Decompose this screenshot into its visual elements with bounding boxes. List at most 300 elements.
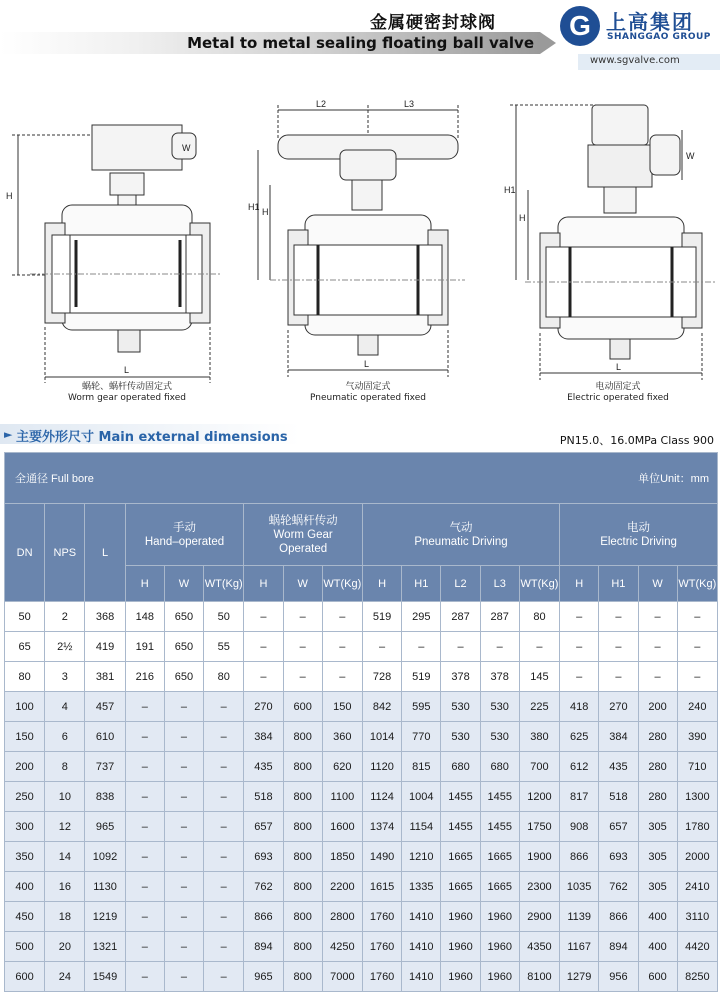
table-cell: – [164, 812, 203, 842]
table-cell: – [204, 902, 244, 932]
table-cell: 737 [85, 752, 125, 782]
table-cell: 600 [5, 962, 45, 992]
table-cell: – [204, 692, 244, 722]
brand-logo [560, 6, 718, 46]
table-cell: – [322, 662, 362, 692]
page-title-en: Metal to metal sealing floating ball valve [187, 34, 534, 52]
dim-label: H1 [248, 202, 260, 212]
table-cell: 368 [85, 602, 125, 632]
table-cell: – [164, 782, 203, 812]
table-cell: – [125, 722, 164, 752]
table-cell: 1124 [362, 782, 401, 812]
table-cell: 1410 [402, 962, 441, 992]
table-cell: 866 [244, 902, 283, 932]
table-cell: 381 [85, 662, 125, 692]
table-cell: 50 [204, 602, 244, 632]
table-cell: 6 [45, 722, 85, 752]
table-cell: – [560, 602, 599, 632]
table-row [5, 632, 718, 662]
table-cell: 908 [560, 812, 599, 842]
table-cell: 4 [45, 692, 85, 722]
table-cell: 1092 [85, 842, 125, 872]
table-cell: – [164, 902, 203, 932]
table-cell: 55 [204, 632, 244, 662]
table-cell: – [125, 782, 164, 812]
table-cell: – [480, 632, 519, 662]
table-cell: 418 [560, 692, 599, 722]
table-cell: – [441, 632, 480, 662]
table-cell: 1960 [441, 962, 480, 992]
table-cell: 600 [283, 692, 322, 722]
col-header: WT(Kg) [322, 566, 362, 602]
table-cell: 657 [599, 812, 638, 842]
logo-g-icon: G [560, 6, 600, 46]
table-cell: 1410 [402, 902, 441, 932]
table-cell: 625 [560, 722, 599, 752]
arrow-right-icon: ► [4, 428, 13, 441]
table-cell: 16 [45, 872, 85, 902]
website-url[interactable]: www.sgvalve.com [590, 55, 680, 66]
table-cell: 1960 [480, 902, 519, 932]
worm-gear-valve-drawing [12, 125, 220, 383]
table-cell: 378 [441, 662, 480, 692]
table-cell: 1665 [441, 842, 480, 872]
table-cell: – [164, 722, 203, 752]
table-cell: 1300 [677, 782, 717, 812]
table-cell: 10 [45, 782, 85, 812]
dim-label: W [686, 151, 695, 161]
table-cell: 800 [283, 962, 322, 992]
col-header: WT(Kg) [204, 566, 244, 602]
table-cell: – [638, 662, 677, 692]
table-cell: 710 [677, 752, 717, 782]
dim-label: H [6, 191, 13, 201]
table-title-row [5, 453, 718, 504]
table-cell: 80 [519, 602, 559, 632]
table-cell: – [402, 632, 441, 662]
table-cell: 1960 [441, 932, 480, 962]
drawing-caption-pneumatic: 气动固定式 Pneumatic operated fixed [310, 382, 426, 403]
table-cell: – [244, 662, 283, 692]
table-cell: 2900 [519, 902, 559, 932]
table-cell: 18 [45, 902, 85, 932]
table-cell: 378 [480, 662, 519, 692]
table-cell: 280 [638, 782, 677, 812]
table-cell: 500 [5, 932, 45, 962]
table-cell: 1219 [85, 902, 125, 932]
table-body [5, 602, 718, 992]
table-cell: – [599, 662, 638, 692]
table-cell: 1130 [85, 872, 125, 902]
table-cell: 384 [244, 722, 283, 752]
table-cell: 191 [125, 632, 164, 662]
table-cell: 270 [244, 692, 283, 722]
table-cell: 390 [677, 722, 717, 752]
table-cell: 1900 [519, 842, 559, 872]
table-cell: 280 [638, 722, 677, 752]
table-cell: – [125, 872, 164, 902]
col-header: H [362, 566, 401, 602]
table-cell: 530 [480, 692, 519, 722]
group-header-row [5, 504, 718, 566]
table-cell: 1960 [480, 962, 519, 992]
table-title-cell [5, 453, 718, 504]
dim-label: W [182, 143, 191, 153]
table-cell: 894 [244, 932, 283, 962]
table-cell: 50 [5, 602, 45, 632]
table-cell: – [204, 962, 244, 992]
table-cell: – [164, 962, 203, 992]
table-row [5, 842, 718, 872]
table-cell: 305 [638, 842, 677, 872]
col-header: H [244, 566, 283, 602]
table-cell: 270 [599, 692, 638, 722]
table-cell: 400 [638, 932, 677, 962]
table-cell: – [125, 902, 164, 932]
table-cell: – [244, 632, 283, 662]
table-cell: 650 [164, 662, 203, 692]
table-cell: 657 [244, 812, 283, 842]
table-cell: 3110 [677, 902, 717, 932]
table-cell: 435 [599, 752, 638, 782]
dim-label: L [616, 362, 622, 372]
table-cell: 8 [45, 752, 85, 782]
col-header-dn: DN [5, 504, 45, 602]
table-cell: 150 [322, 692, 362, 722]
table-cell: 1321 [85, 932, 125, 962]
table-cell: 1035 [560, 872, 599, 902]
table-cell: 1455 [480, 782, 519, 812]
table-cell: 1154 [402, 812, 441, 842]
table-cell: – [204, 812, 244, 842]
table-cell: 1850 [322, 842, 362, 872]
electric-valve-drawing [510, 105, 715, 380]
table-cell: 519 [402, 662, 441, 692]
table-cell: 1139 [560, 902, 599, 932]
table-cell: 1167 [560, 932, 599, 962]
table-cell: 150 [5, 722, 45, 752]
dim-label: H [262, 207, 269, 217]
table-cell: 8100 [519, 962, 559, 992]
table-row [5, 872, 718, 902]
table-cell: 693 [599, 842, 638, 872]
group-header-worm: 蜗轮蜗杆传动 Worm Gear Operated [244, 504, 363, 566]
table-cell: 8250 [677, 962, 717, 992]
table-cell: – [283, 602, 322, 632]
table-cell: 14 [45, 842, 85, 872]
table-cell: 800 [283, 872, 322, 902]
table-cell: 800 [283, 782, 322, 812]
table-cell: 1335 [402, 872, 441, 902]
table-cell: 1665 [480, 872, 519, 902]
valve-drawings-svg [0, 95, 720, 405]
table-cell: 866 [560, 842, 599, 872]
table-cell: 610 [85, 722, 125, 752]
table-cell: – [599, 602, 638, 632]
table-cell: – [204, 722, 244, 752]
table-cell: 2000 [677, 842, 717, 872]
table-cell: 693 [244, 842, 283, 872]
table-cell: 7000 [322, 962, 362, 992]
table-cell: – [560, 632, 599, 662]
table-cell: 894 [599, 932, 638, 962]
table-cell: 1760 [362, 932, 401, 962]
table-cell: – [125, 962, 164, 992]
table-cell: 680 [441, 752, 480, 782]
table-cell: 380 [519, 722, 559, 752]
table-cell: 800 [283, 902, 322, 932]
table-cell: 1490 [362, 842, 401, 872]
table-cell: 200 [638, 692, 677, 722]
table-cell: – [283, 662, 322, 692]
table-cell: 350 [5, 842, 45, 872]
table-cell: 530 [441, 722, 480, 752]
table-cell: 4420 [677, 932, 717, 962]
dim-label: L3 [404, 99, 415, 109]
table-cell: 2800 [322, 902, 362, 932]
table-cell: 1960 [441, 902, 480, 932]
table-cell: 965 [85, 812, 125, 842]
table-cell: – [125, 812, 164, 842]
dim-label: H1 [504, 185, 516, 195]
table-cell: – [560, 662, 599, 692]
table-cell: – [164, 692, 203, 722]
table-cell: 838 [85, 782, 125, 812]
table-cell: 815 [402, 752, 441, 782]
table-cell: – [283, 632, 322, 662]
table-cell: 1665 [480, 842, 519, 872]
dimensions-table [4, 452, 718, 992]
table-cell: 145 [519, 662, 559, 692]
table-cell: 1780 [677, 812, 717, 842]
table-cell: 295 [402, 602, 441, 632]
table-cell: 100 [5, 692, 45, 722]
table-cell: 80 [5, 662, 45, 692]
table-cell: 280 [638, 752, 677, 782]
pneumatic-valve-drawing [258, 105, 465, 377]
table-cell: 762 [599, 872, 638, 902]
table-cell: 12 [45, 812, 85, 842]
table-cell: 2200 [322, 872, 362, 902]
table-cell: 1120 [362, 752, 401, 782]
table-cell: 595 [402, 692, 441, 722]
table-cell: 1960 [480, 932, 519, 962]
col-header: WT(Kg) [677, 566, 717, 602]
table-cell: 530 [441, 692, 480, 722]
table-cell: 680 [480, 752, 519, 782]
table-cell: 225 [519, 692, 559, 722]
table-row [5, 602, 718, 632]
unit-label: 单位Unit：mm [638, 473, 709, 485]
table-cell: 287 [441, 602, 480, 632]
col-header: WT(Kg) [519, 566, 559, 602]
table-cell: 1200 [519, 782, 559, 812]
table-cell: 216 [125, 662, 164, 692]
col-header: W [283, 566, 322, 602]
group-header-electric: 电动 Electric Driving [560, 504, 718, 566]
table-cell: 965 [244, 962, 283, 992]
table-cell: – [204, 752, 244, 782]
table-cell: – [677, 662, 717, 692]
table-cell: – [638, 632, 677, 662]
table-cell: 800 [283, 812, 322, 842]
table-cell: – [244, 602, 283, 632]
col-header-l: L [85, 504, 125, 602]
table-row [5, 662, 718, 692]
table-row [5, 782, 718, 812]
table-row [5, 722, 718, 752]
table-row [5, 812, 718, 842]
section-title: 主要外形尺寸 Main external dimensions [16, 430, 288, 445]
table-cell: 384 [599, 722, 638, 752]
table-cell: 600 [638, 962, 677, 992]
valve-drawings [0, 95, 720, 405]
table-cell: 2½ [45, 632, 85, 662]
table-cell: – [125, 842, 164, 872]
dim-label: H [519, 213, 526, 223]
table-cell: 817 [560, 782, 599, 812]
table-cell: 530 [480, 722, 519, 752]
table-row [5, 902, 718, 932]
dim-label: L [124, 365, 130, 375]
table-cell: 1210 [402, 842, 441, 872]
table-cell: 956 [599, 962, 638, 992]
brand-name-cn: 上高集团 [606, 10, 694, 34]
table-cell: 1100 [322, 782, 362, 812]
table-cell: 800 [283, 722, 322, 752]
col-header: H [560, 566, 599, 602]
col-header: W [638, 566, 677, 602]
table-cell: 1665 [441, 872, 480, 902]
group-header-hand: 手动 Hand–operated [125, 504, 244, 566]
table-cell: 1014 [362, 722, 401, 752]
table-cell: 148 [125, 602, 164, 632]
table-cell: 305 [638, 872, 677, 902]
table-cell: 650 [164, 602, 203, 632]
full-bore-label: 全通径 Full bore [15, 473, 94, 485]
table-cell: – [204, 932, 244, 962]
table-cell: – [164, 932, 203, 962]
table-cell: 800 [283, 932, 322, 962]
table-cell: 250 [5, 782, 45, 812]
table-cell: 1760 [362, 962, 401, 992]
table-cell: 620 [322, 752, 362, 782]
table-cell: 842 [362, 692, 401, 722]
table-cell: 65 [5, 632, 45, 662]
table-cell: 450 [5, 902, 45, 932]
brand-name-en: SHANGGAO GROUP [607, 32, 711, 42]
table-cell: 866 [599, 902, 638, 932]
table-cell: 770 [402, 722, 441, 752]
table-cell: 612 [560, 752, 599, 782]
table-cell: 1455 [480, 812, 519, 842]
table-cell: 1455 [441, 812, 480, 842]
dim-label: L [364, 359, 370, 369]
table-cell: – [125, 752, 164, 782]
col-header: L2 [441, 566, 480, 602]
table-cell: – [638, 602, 677, 632]
col-header: H [125, 566, 164, 602]
page-title-cn: 金属硬密封球阀 [370, 13, 496, 33]
table-row [5, 692, 718, 722]
table-cell: 1410 [402, 932, 441, 962]
table-cell: 518 [244, 782, 283, 812]
table-cell: – [164, 842, 203, 872]
table-cell: 287 [480, 602, 519, 632]
table-cell: 457 [85, 692, 125, 722]
table-cell: – [204, 842, 244, 872]
table-cell: 2300 [519, 872, 559, 902]
table-cell: 20 [45, 932, 85, 962]
group-header-pneumatic: 气动 Pneumatic Driving [362, 504, 559, 566]
col-header-nps: NPS [45, 504, 85, 602]
table-cell: 2410 [677, 872, 717, 902]
table-cell: 1615 [362, 872, 401, 902]
table-cell: – [125, 692, 164, 722]
table-cell: 240 [677, 692, 717, 722]
table-cell: – [125, 932, 164, 962]
table-cell: 762 [244, 872, 283, 902]
dim-label: L2 [316, 99, 327, 109]
table-cell: 1279 [560, 962, 599, 992]
table-cell: 80 [204, 662, 244, 692]
table-cell: 728 [362, 662, 401, 692]
table-cell: 419 [85, 632, 125, 662]
table-cell: 800 [283, 752, 322, 782]
table-cell: 1549 [85, 962, 125, 992]
table-row [5, 932, 718, 962]
col-header: L3 [480, 566, 519, 602]
drawing-caption-electric: 电动固定式 Electric operated fixed [567, 382, 669, 403]
col-header: W [164, 566, 203, 602]
table-cell: 650 [164, 632, 203, 662]
table-cell: 4350 [519, 932, 559, 962]
table-cell: – [322, 632, 362, 662]
table-cell: 518 [599, 782, 638, 812]
table-cell: – [677, 602, 717, 632]
table-row [5, 962, 718, 992]
table-cell: – [322, 602, 362, 632]
table-cell: – [204, 782, 244, 812]
table-cell: – [164, 752, 203, 782]
table-cell: – [362, 632, 401, 662]
table-cell: 2 [45, 602, 85, 632]
table-cell: 360 [322, 722, 362, 752]
table-cell: – [519, 632, 559, 662]
table-cell: – [599, 632, 638, 662]
table-cell: 24 [45, 962, 85, 992]
table-cell: 400 [638, 902, 677, 932]
table-cell: 1750 [519, 812, 559, 842]
table-row [5, 752, 718, 782]
pressure-class: PN15.0、16.0MPa Class 900 [559, 434, 714, 447]
table-cell: 300 [5, 812, 45, 842]
table-cell: 700 [519, 752, 559, 782]
table-cell: – [677, 632, 717, 662]
col-header: H1 [402, 566, 441, 602]
drawing-caption-worm: 蜗轮、蜗杆传动固定式 Worm gear operated fixed [68, 382, 186, 403]
table-cell: 800 [283, 842, 322, 872]
table-cell: 305 [638, 812, 677, 842]
table-cell: – [204, 872, 244, 902]
table-cell: – [164, 872, 203, 902]
col-header: H1 [599, 566, 638, 602]
table-cell: 400 [5, 872, 45, 902]
table-cell: 3 [45, 662, 85, 692]
table-cell: 1374 [362, 812, 401, 842]
table-cell: 1455 [441, 782, 480, 812]
table-cell: 435 [244, 752, 283, 782]
